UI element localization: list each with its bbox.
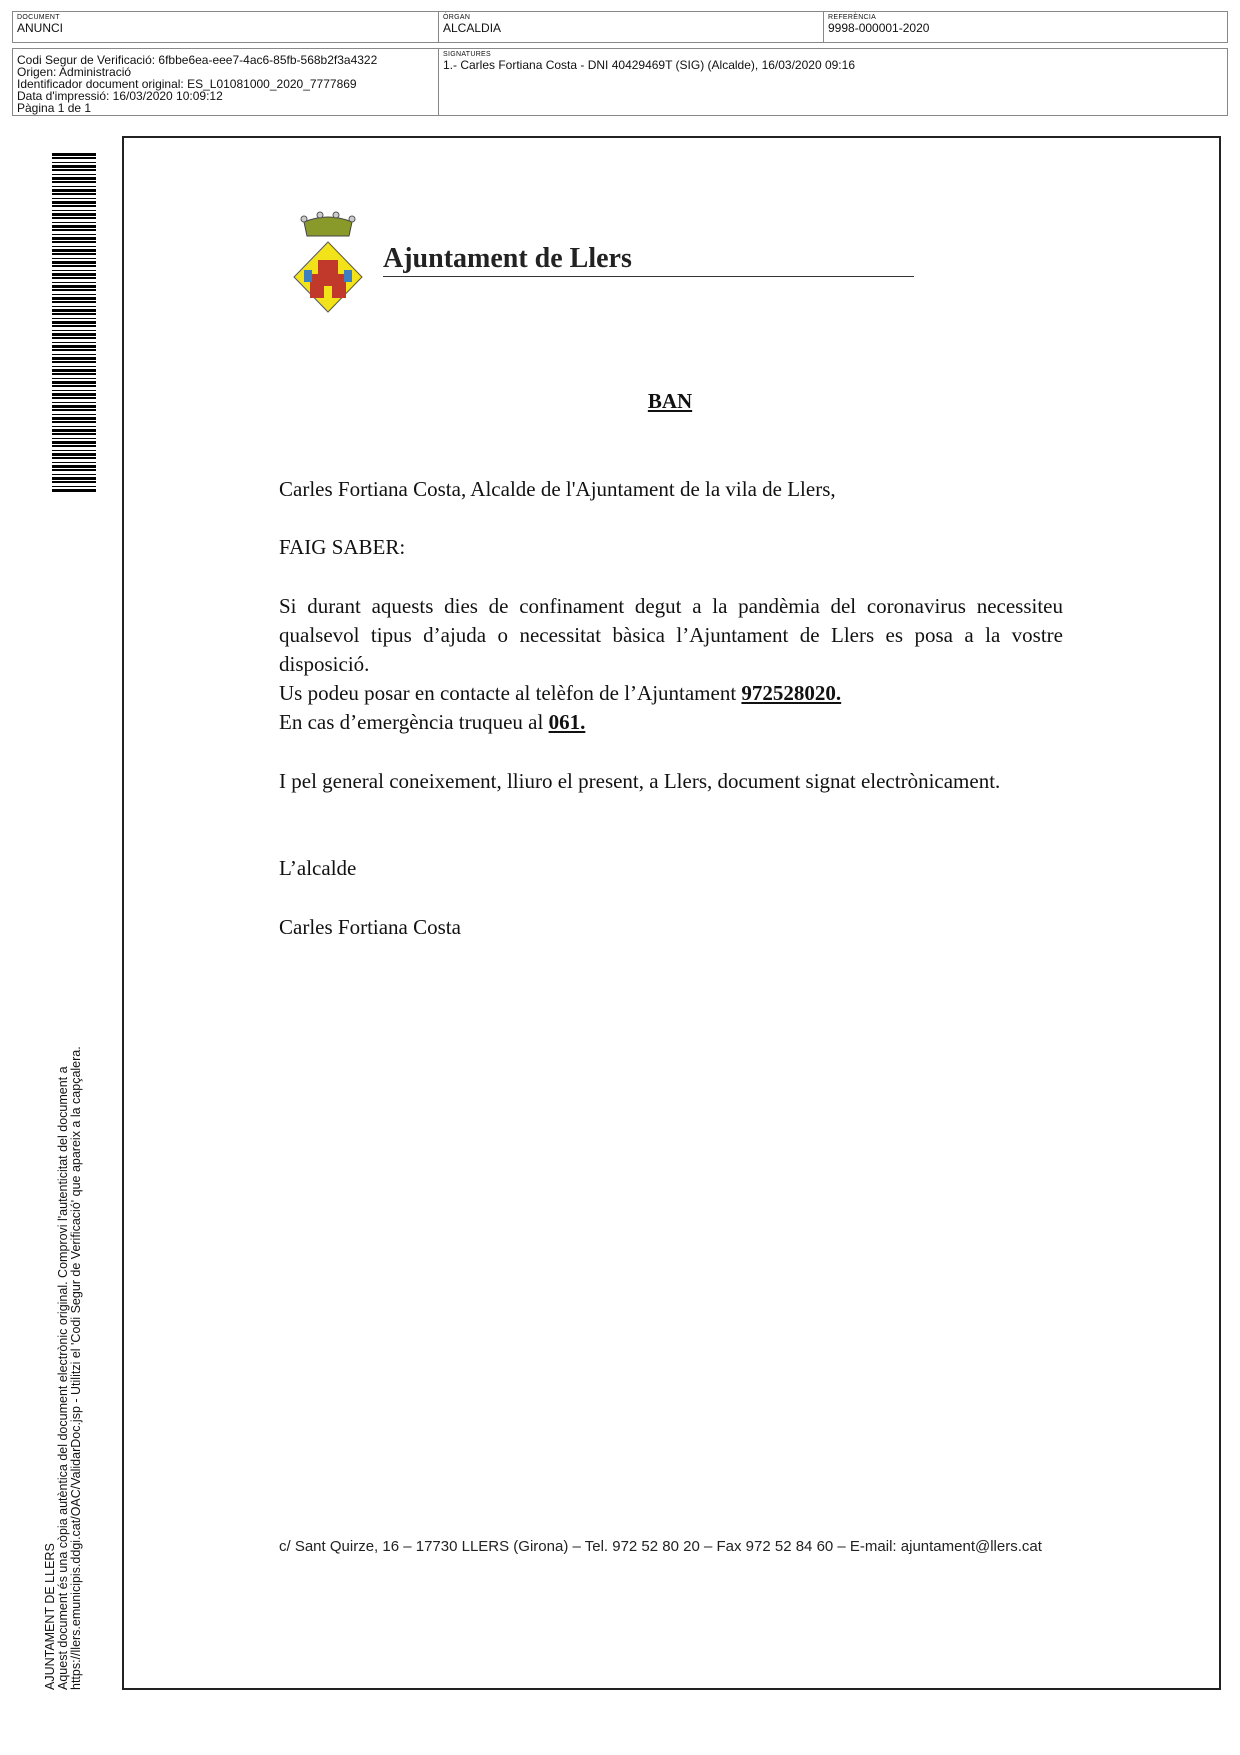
side-validation-text xyxy=(44,1040,83,1690)
document-type-cell xyxy=(13,12,438,42)
signer-name: Carles Fortiana Costa xyxy=(279,915,461,939)
reference-value: 9998-000001-2020 xyxy=(828,21,930,35)
letterhead-title: Ajuntament de Llers xyxy=(383,243,632,274)
emergency-number: 061. xyxy=(548,710,586,734)
reference-cell xyxy=(823,12,1227,42)
ban-heading: BAN xyxy=(647,389,693,413)
faig-saber: FAIG SABER: xyxy=(279,535,406,559)
document-label: DOCUMENT xyxy=(17,14,60,21)
side-line-3: https://llers.emunicipis.ddgi.cat/OAC/ValidarDoc.jsp - Utilitzi el 'Codi Segur de Verificació' que apareix a la capçalera. xyxy=(69,1046,83,1690)
side-line-1: AJUNTAMENT DE LLERS xyxy=(43,1543,57,1690)
page-count: Pàgina 1 de 1 xyxy=(17,101,92,115)
organ-cell xyxy=(438,12,823,42)
coat-of-arms-icon xyxy=(290,210,366,316)
signature-entry: 1.- Carles Fortiana Costa - DNI 40429469T (SIG) (Alcalde), 16/03/2020 09:16 xyxy=(443,58,855,72)
organ-label: ÒRGAN xyxy=(443,14,471,21)
reference-label: REFERÈNCIA xyxy=(828,14,877,21)
verification-code: Codi Segur de Verificació: 6fbbe6ea-eee7-4ac6-85fb-568b2f3a4322 xyxy=(17,53,378,67)
signer-role: L’alcalde xyxy=(279,856,357,880)
main-paragraph: Si durant aquests dies de confinament degut a la pandèmia del coronavirus necessiteu qualsevol tipus d’ajuda o necessitat bàsica l’Ajuntament de Llers es posa a la vostre disposició. xyxy=(279,594,1063,676)
contact-text: Us podeu posar en contacte al telèfon de l’Ajuntament xyxy=(279,681,742,705)
letterhead-rule xyxy=(383,276,914,277)
origin: Origen: Administració xyxy=(17,65,132,79)
signatures-cell xyxy=(438,49,1227,115)
print-date: Data d'impressió: 16/03/2020 10:09:12 xyxy=(17,89,223,103)
verification-cell xyxy=(13,49,438,115)
original-identifier: Identificador document original: ES_L01081000_2020_7777869 xyxy=(17,77,357,91)
header-info-row xyxy=(12,48,1228,116)
signatures-label: SIGNATURES xyxy=(443,51,491,58)
footer-address: c/ Sant Quirze, 16 – 17730 LLERS (Girona) – Tel. 972 52 80 20 – Fax 972 52 84 60 – E-mail: ajuntament@llers.cat xyxy=(279,1538,1042,1555)
emergency-line xyxy=(279,708,585,737)
emergency-text: En cas d’emergència truqueu al xyxy=(279,710,549,734)
closing-line: I pel general coneixement, lliuro el present, a Llers, document signat electrònicament. xyxy=(279,769,1001,793)
header-top-row xyxy=(12,11,1228,43)
intro-line: Carles Fortiana Costa, Alcalde de l'Ajuntament de la vila de Llers, xyxy=(279,477,836,501)
document-value: ANUNCI xyxy=(17,21,64,35)
organ-value: ALCALDIA xyxy=(443,21,502,35)
side-line-2: Aquest document és una còpia autèntica del document electrònic original. Comprovi l'autenticitat del document a xyxy=(56,1066,70,1690)
contact-line xyxy=(279,679,841,708)
barcode-bar xyxy=(52,492,96,493)
barcode xyxy=(52,153,96,665)
phone-number: 972528020. xyxy=(741,681,842,705)
